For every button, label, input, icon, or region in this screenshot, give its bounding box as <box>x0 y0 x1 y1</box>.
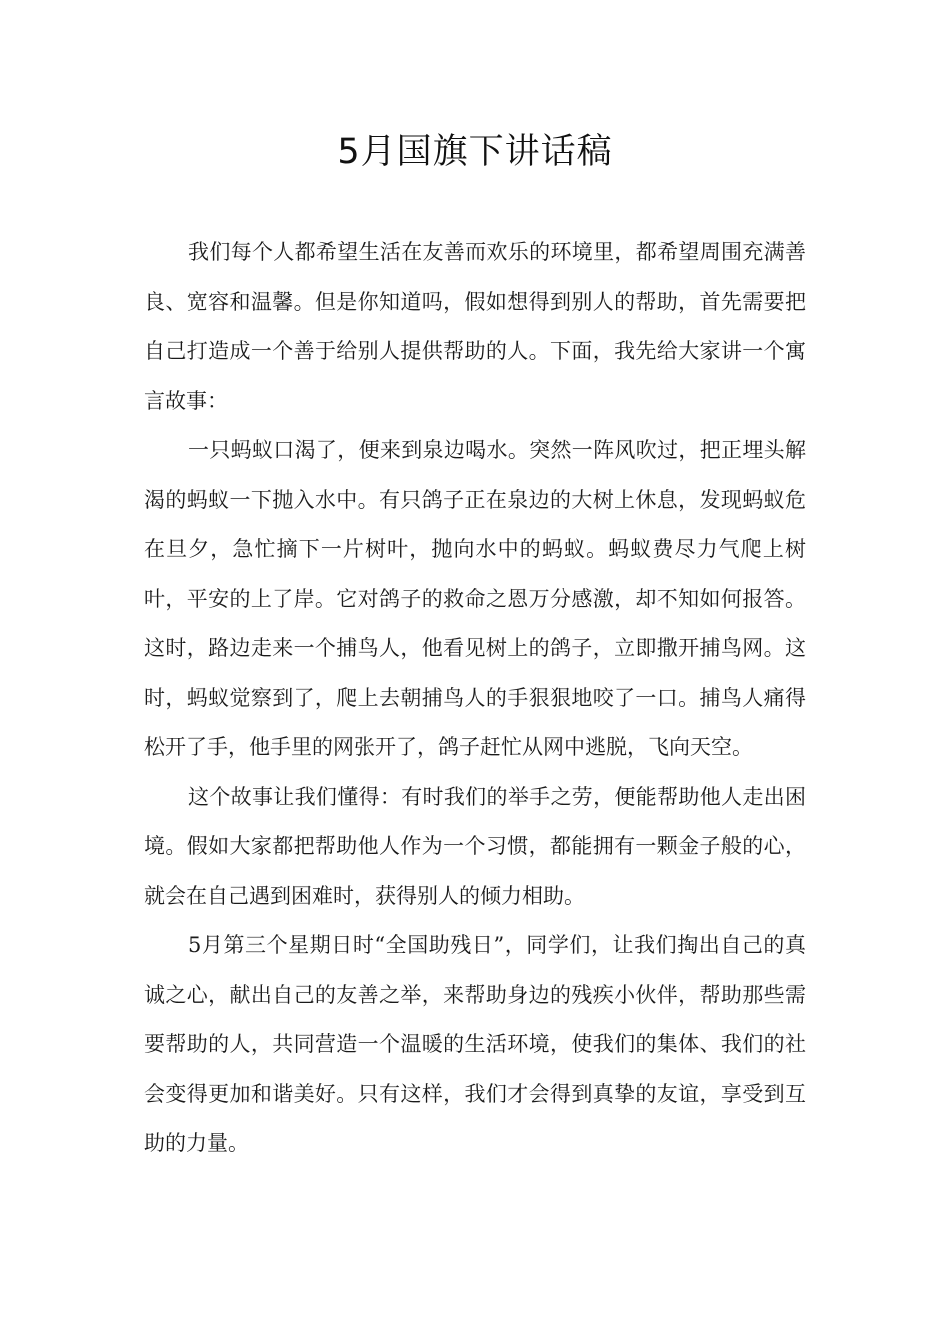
document-title: 5月国旗下讲话稿 <box>337 132 613 172</box>
paragraph-fable: 一只蚂蚁口渴了，便来到泉边喝水。突然一阵风吹过，把正埋头解渴的蚂蚁一下抛入水中。有只鸽子正在泉边的大树上休息，发现蚂蚁危在旦夕，急忙摘下一片树叶，抛向水中的蚂蚁。蚂蚁费尽力气爬上树叶，平安的上了岸。它对鸽子的救命之恩万分感激，却不知如何报答。这时，路边走来一个捕鸟人，他看见树上的鸽子，立即撒开捕鸟网。这时，蚂蚁觉察到了，爬上去朝捕鸟人的手狠狠地咬了一口。捕鸟人痛得松开了手，他手里的网张开了，鸽子赶忙从网中逃脱，飞向天空。 <box>144 438 806 759</box>
paragraph-lesson: 这个故事让我们懂得：有时我们的举手之劳，便能帮助他人走出困境。假如大家都把帮助他人作为一个习惯，都能拥有一颗金子般的心，就会在自己遇到困难时，获得别人的倾力相助。 <box>144 784 806 908</box>
paragraph-intro: 我们每个人都希望生活在友善而欢乐的环境里，都希望周围充满善良、宽容和温馨。但是你知道吗，假如想得到别人的帮助，首先需要把自己打造成一个善于给别人提供帮助的人。下面，我先给大家讲一个寓言故事： <box>144 240 806 413</box>
document-body <box>144 228 806 1169</box>
paragraph-call-to-action: 5月第三个星期日时“全国助残日”，同学们，让我们掏出自己的真诚之心，献出自己的友善之举，来帮助身边的残疾小伙伴，帮助那些需要帮助的人，共同营造一个温暖的生活环境，使我们的集体、我们的社会变得更加和谐美好。只有这样，我们才会得到真挚的友谊，享受到互助的力量。 <box>144 933 806 1155</box>
